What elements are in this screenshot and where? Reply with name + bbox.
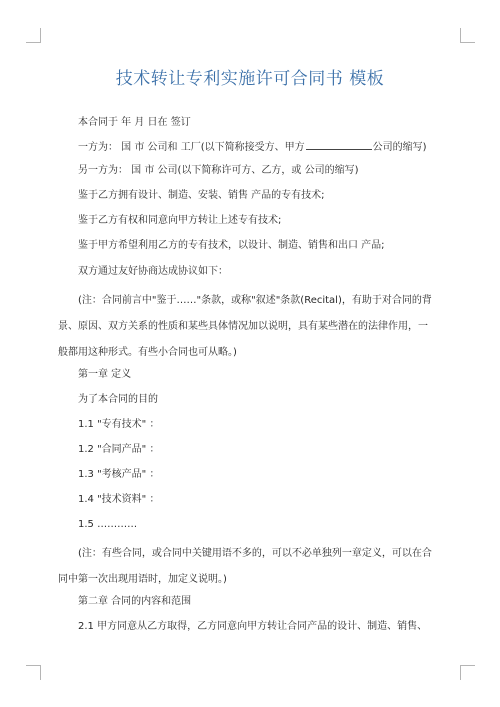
note-1-line-3: 般都用这种形式。有些小合同也可从略。) [58, 347, 237, 358]
definition-1-3: 1.3 "考核产品" ： [78, 469, 160, 480]
crop-mark-bottom-left [26, 665, 41, 680]
definition-1-2: 1.2 "合同产品" ： [78, 444, 160, 455]
chapter-2-heading: 第二章 合同的内容和范围 [78, 596, 192, 607]
party-a-suffix: 公司的缩写) [372, 142, 427, 153]
crop-mark-top-left [26, 28, 41, 43]
recital-1: 鉴于乙方拥有设计、制造、安装、销售 产品的专有技术; [78, 190, 325, 201]
purpose-line: 为了本合同的目的 [78, 394, 158, 405]
recital-2: 鉴于乙方有权和同意向甲方转让上述专有技术; [78, 215, 282, 226]
definition-1-5: 1.5 ………… [78, 519, 138, 530]
clause-2-1: 2.1 甲方同意从乙方取得，乙方同意向甲方转让合同产品的设计、制造、销售、 [78, 621, 428, 632]
note-2-line-1: (注：有些合同，或合同中关键用语不多的，可以不必单独列一章定义，可以在合 [78, 548, 432, 559]
party-a-prefix: 一方为： 国 市 公司和 工厂(以下简称接受方、甲方 [78, 142, 305, 153]
note-2-line-2: 同中第一次出现用语时，加定义说明。) [58, 574, 227, 585]
note-1-line-2: 景、原因、双方关系的性质和某些具体情况加以说明，具有某些潜在的法律作用，一 [58, 321, 428, 332]
party-a-blank [306, 140, 372, 150]
note-1-line-1: (注：合同前言中"鉴于……"条款，或称"叙述"条款(Recital)，有助于对合同的背 [78, 295, 432, 306]
recital-3: 鉴于甲方希望利用乙方的专有技术，以设计、制造、销售和出口 产品; [78, 240, 385, 251]
party-b-line: 另一方为： 国 市 公司(以下简称许可方、乙方，或 公司的缩写) [78, 165, 359, 176]
crop-mark-top-right [460, 28, 475, 43]
party-a-line [78, 140, 427, 155]
signing-line: 本合同于 年 月 日在 签订 [78, 117, 191, 128]
crop-mark-bottom-right [460, 665, 475, 680]
agreement-line: 双方通过友好协商达成协议如下： [78, 266, 228, 277]
chapter-1-heading: 第一章 定义 [78, 369, 132, 380]
definition-1-4: 1.4 "技术资料" ： [78, 494, 160, 505]
definition-1-1: 1.1 "专有技术" ： [78, 419, 160, 430]
document-title: 技术转让专利实施许可合同书 模板 [115, 69, 385, 89]
